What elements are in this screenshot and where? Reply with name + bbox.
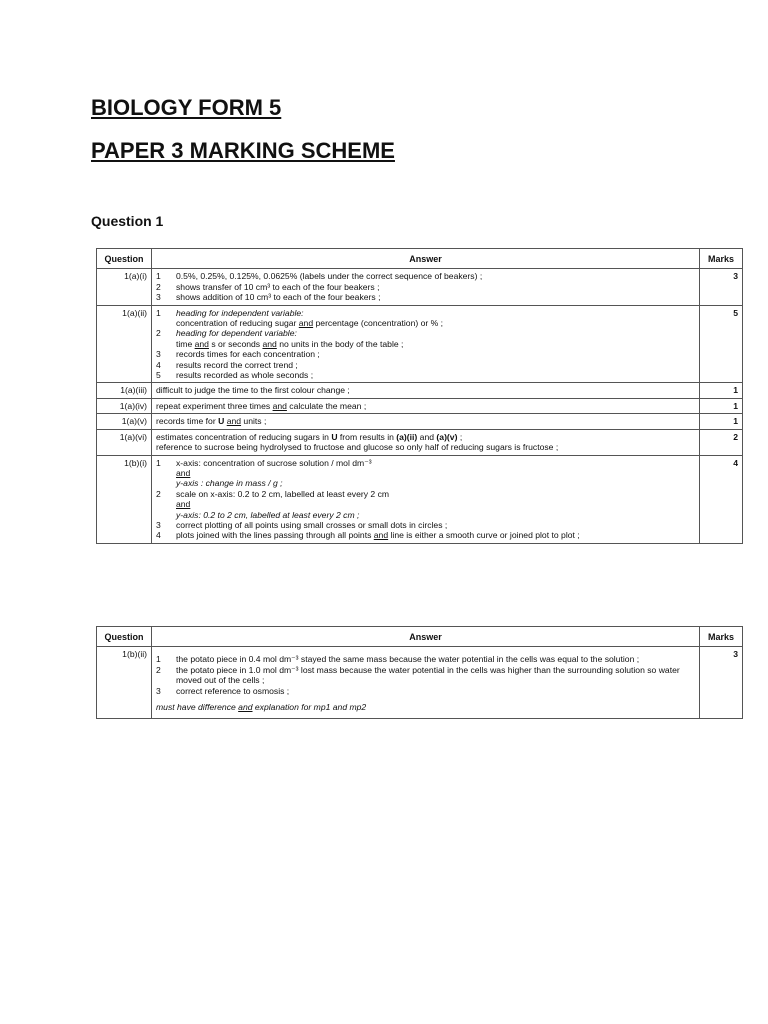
header-answer: Answer	[152, 627, 700, 647]
answer-cell	[152, 269, 700, 305]
question-number: 1(a)(vi)	[97, 429, 152, 455]
marking-point: 1 heading for independent variable:	[156, 307, 304, 318]
table-row	[97, 383, 743, 398]
marking-point: 4 results record the correct trend ;	[156, 359, 298, 370]
marking-point: 1 the potato piece in 0.4 mol dm⁻³ stayed the same mass because the water potential in the cells was equal to the solution ;	[156, 654, 640, 665]
marking-point: 2 the potato piece in 1.0 mol dm⁻³ lost mass because the water potential in the cells was higher than the surrounding solution so water moved out of the cells ;	[156, 664, 680, 686]
question-number: 1(a)(ii)	[97, 305, 152, 383]
question-number: 1(a)(iii)	[97, 383, 152, 398]
marking-note: must have difference and explanation for mp1 and mp2	[156, 702, 367, 713]
header-marks: Marks	[700, 627, 743, 647]
question-number: 1(b)(ii)	[97, 647, 152, 719]
table-row	[97, 414, 743, 429]
marking-point: 3 correct reference to osmosis ;	[156, 685, 290, 696]
marks-value: 5	[700, 305, 743, 383]
marking-point: 2 scale on x-axis: 0.2 to 2 cm, labelled at least every 2 cm	[156, 488, 390, 499]
answer-line: estimates concentration of reducing sugars in U from results in (a)(ii) and (a)(v) ;	[156, 431, 463, 442]
table-row	[97, 269, 743, 305]
marking-point: 2 heading for dependent variable:	[156, 328, 297, 339]
marking-point: 4 plots joined with the lines passing through all points and line is either a smooth curve or joined plot to plot ;	[156, 530, 580, 541]
marking-scheme-table-2	[96, 626, 743, 719]
marks-value: 1	[700, 414, 743, 429]
answer-cell	[152, 305, 700, 383]
answer-cell: repeat experiment three times and calculate the mean ;	[152, 398, 700, 413]
question-heading: Question 1	[91, 213, 164, 229]
header-marks: Marks	[700, 249, 743, 269]
question-number: 1(a)(v)	[97, 414, 152, 429]
table-row	[97, 305, 743, 383]
header-answer: Answer	[152, 249, 700, 269]
table-row	[97, 455, 743, 543]
marking-point: 3 records times for each concentration ;	[156, 349, 320, 360]
answer-cell: records time for U and units ;	[152, 414, 700, 429]
marks-value: 1	[700, 398, 743, 413]
marking-point-detail: y-axis: 0.2 to 2 cm, labelled at least every 2 cm ;	[176, 509, 360, 520]
answer-cell	[152, 429, 700, 455]
answer-line: reference to sucrose being hydrolysed to fructose and glucose so only half of reducing sugars is fructose ;	[156, 442, 559, 453]
marks-value: 3	[700, 647, 743, 719]
marking-point-detail: time and s or seconds and no units in the body of the table ;	[176, 338, 404, 349]
marking-point: 5 results recorded as whole seconds ;	[156, 370, 314, 381]
marks-value: 1	[700, 383, 743, 398]
marks-value: 4	[700, 455, 743, 543]
marks-value: 2	[700, 429, 743, 455]
question-number: 1(a)(i)	[97, 269, 152, 305]
marks-value: 3	[700, 269, 743, 305]
marking-point-detail: and	[176, 467, 191, 478]
marking-point: 1 0.5%, 0.25%, 0.125%, 0.0625% (labels under the correct sequence of beakers) ;	[156, 271, 483, 282]
marking-point-detail: concentration of reducing sugar and percentage (concentration) or % ;	[176, 318, 444, 329]
answer-cell: difficult to judge the time to the first colour change ;	[152, 383, 700, 398]
marking-point-detail: and	[176, 499, 191, 510]
table-row	[97, 429, 743, 455]
marking-point: 3 correct plotting of all points using small crosses or small dots in circles ;	[156, 519, 448, 530]
table-row	[97, 647, 743, 719]
header-question: Question	[97, 627, 152, 647]
table-header-row	[97, 627, 743, 647]
table-row	[97, 398, 743, 413]
marking-point-detail: y-axis : change in mass / g ;	[176, 478, 283, 489]
marking-scheme-table-1	[96, 248, 743, 544]
document-subtitle: PAPER 3 MARKING SCHEME	[91, 138, 395, 163]
document-title: BIOLOGY FORM 5	[91, 95, 282, 120]
header-question: Question	[97, 249, 152, 269]
question-number: 1(b)(i)	[97, 455, 152, 543]
table-header-row	[97, 249, 743, 269]
marking-point: 3 shows addition of 10 cm³ to each of the four beakers ;	[156, 292, 381, 303]
answer-cell	[152, 455, 700, 543]
question-number: 1(a)(iv)	[97, 398, 152, 413]
marking-point: 1 x-axis: concentration of sucrose solution / mol dm⁻³	[156, 457, 372, 468]
answer-cell	[152, 647, 700, 719]
marking-point: 2 shows transfer of 10 cm³ to each of the four beakers ;	[156, 281, 380, 292]
